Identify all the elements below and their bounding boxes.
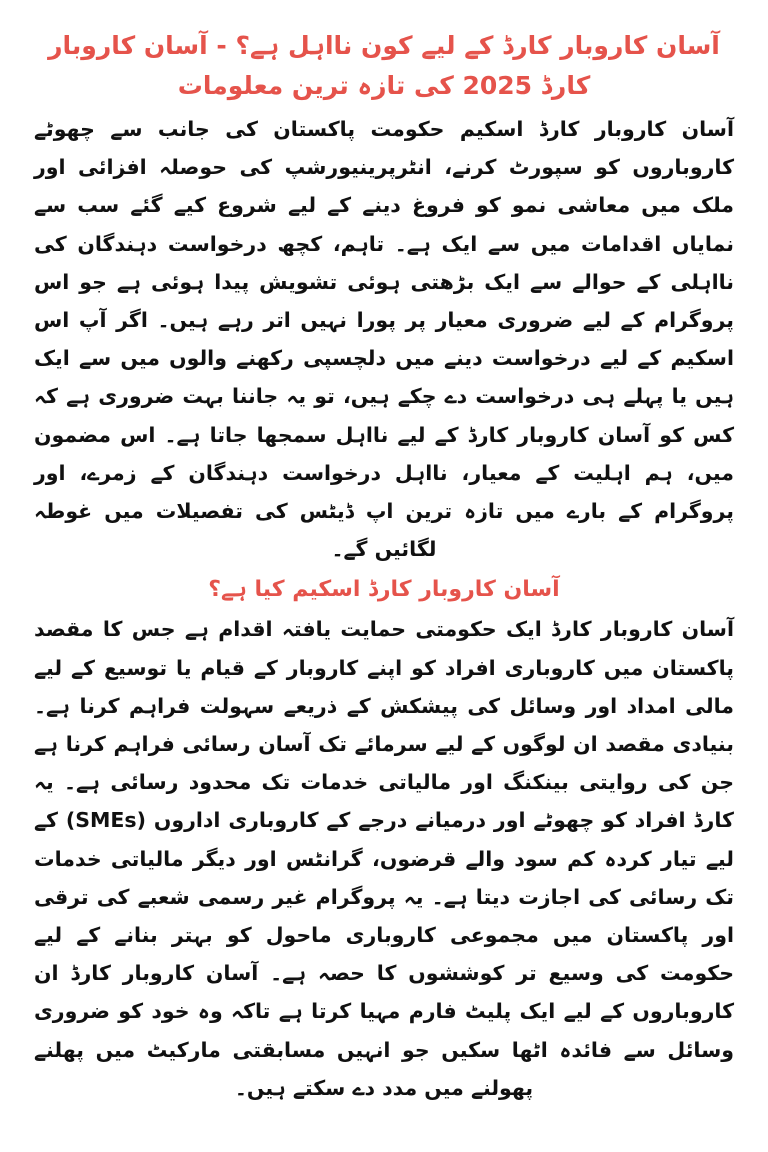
section-heading: آسان کاروبار کارڈ اسکیم کیا ہے؟ bbox=[208, 577, 560, 603]
intro-paragraph: آسان کاروبار کارڈ اسکیم حکومت پاکستان کی جانب سے چھوٹے کاروباروں کو سپورٹ کرنے، انٹرپرینیورشپ کی حوصلہ افزائی اور ملک میں معاشی نمو کو فروغ دینے کے لیے شروع کیے گئے سب سے نمایاں اقدامات میں سے ایک ہے۔ تاہم، کچھ درخواست دہندگان کی نااہلی کے حوالے سے ایک بڑھتی ہوئی تشویش پیدا ہوئی ہے جو اس پروگرام کے لیے ضروری معیار پر پورا نہیں اتر رہے ہیں۔ اگر آپ اس اسکیم کے لیے درخواست دینے میں دلچسپی رکھنے والوں میں سے ایک ہیں یا پہلے ہی درخواست دے چکے ہیں، تو یہ جاننا بہت ضروری ہے کہ کس کو آسان کاروبار کارڈ کے لیے نااہل سمجھا جاتا ہے۔ اس مضمون میں، ہم اہلیت کے معیار، نااہل درخواست دہندگان کے زمرے، اور پروگرام کے بارے میں تازہ ترین اپ ڈیٹس کی تفصیلات میں غوطہ لگائیں گے۔ bbox=[34, 117, 734, 562]
article-title: آسان کاروبار کارڈ کے لیے کون نااہل ہے؟ - آسان کاروبار کارڈ 2025 کی تازہ ترین معلومات bbox=[48, 31, 720, 100]
section-paragraph: آسان کاروبار کارڈ ایک حکومتی حمایت یافتہ اقدام ہے جس کا مقصد پاکستان میں کاروباری افراد کو اپنے کاروبار کے قیام یا توسیع کے لیے مالی امداد اور وسائل کی پیشکش کے ذریعے سہولت فراہم کرنا ہے۔ بنیادی مقصد ان لوگوں کے لیے سرمائے تک آسان رسائی فراہم کرنا ہے جن کی روایتی بینکنگ اور مالیاتی خدمات تک محدود رسائی ہے۔ یہ کارڈ افراد کو چھوٹے اور درمیانے درجے کے کاروباری اداروں (SMEs) کے لیے تیار کردہ کم سود والے قرضوں، گرانٹس اور دیگر مالیاتی خدمات تک رسائی کی اجازت دیتا ہے۔ یہ پروگرام غیر رسمی شعبے کی ترقی اور پاکستان میں مجموعی کاروباری ماحول کو بہتر بنانے کے لیے حکومت کی وسیع تر کوششوں کا حصہ ہے۔ آسان کاروبار کارڈ ان کاروباروں کے لیے ایک پلیٹ فارم مہیا کرتا ہے تاکہ وہ خود کو ضروری وسائل سے فائدہ اٹھا سکیں جو انہیں مسابقتی مارکیٹ میں پھلنے پھولنے میں مدد دے سکتے ہیں۔ bbox=[34, 617, 734, 1100]
